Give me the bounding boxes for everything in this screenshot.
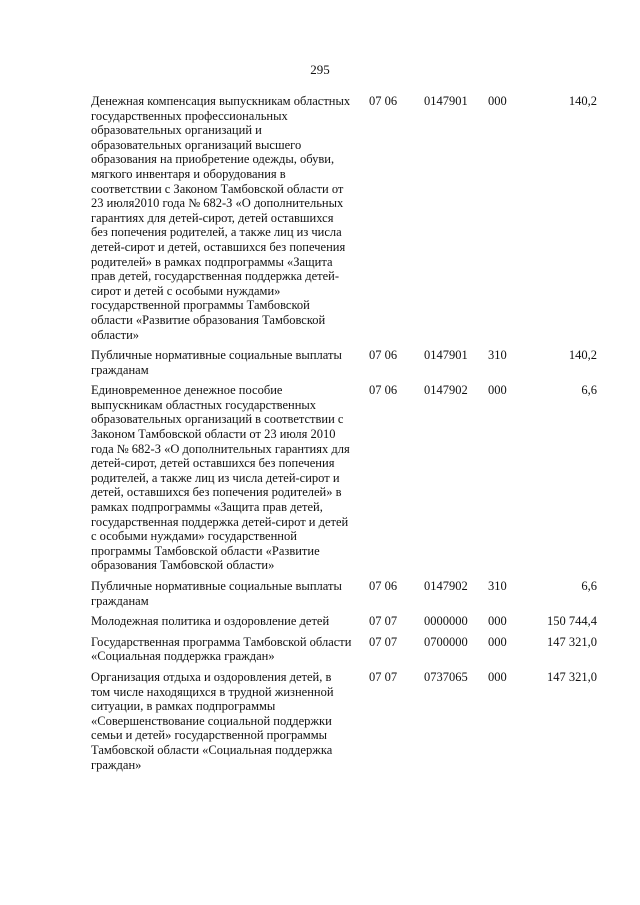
row-name: Денежная компенсация выпускникам областных государственных профессиональных образовательных организаций и образовательных организаций высшего образования на приобретение одежды, обуви, мягкого инвентаря и оборудования в соответствии с Законом Тамбовской области от 23 июля2010 года № 682-З «О дополнительных гарантиях для детей-сирот, детей оставшихся без попечения родителей, а также лиц из числа детей-сирот и детей, оставшихся без попечения родителей» в рамках подпрограммы «Защита прав детей, государственная поддержка детей-сирот и детей с особыми нуждами» государственной программы Тамбовской области «Развитие образования Тамбовской области» [91, 94, 351, 342]
row-section: 07 07 [369, 614, 398, 629]
table-row [91, 383, 611, 579]
table-row [91, 614, 611, 635]
row-amount: 140,2 [568, 348, 597, 363]
row-type: 310 [488, 348, 507, 363]
row-code: 0147901 [424, 94, 468, 108]
row-name: Молодежная политика и оздоровление детей [91, 614, 330, 629]
row-amount: 147 321,0 [547, 634, 597, 649]
row-code: 0147902 [424, 383, 468, 398]
row-amount: 140,2 [568, 94, 597, 108]
row-type: 000 [488, 669, 507, 684]
row-section: 07 07 [369, 634, 398, 649]
row-section: 07 06 [369, 94, 398, 108]
page-number: 295 [310, 62, 330, 77]
table-row [91, 94, 611, 348]
row-amount: 6,6 [581, 579, 597, 593]
table-row [91, 670, 611, 778]
row-name: Публичные нормативные социальные выплаты гражданам [91, 348, 342, 377]
row-type: 000 [488, 383, 507, 398]
row-amount: 6,6 [581, 383, 597, 398]
row-name: Государственная программа Тамбовской области «Социальная поддержка граждан» [91, 634, 352, 664]
table-row [91, 348, 611, 383]
row-section: 07 07 [369, 669, 398, 684]
row-code: 0000000 [424, 614, 468, 629]
row-code: 0737065 [424, 669, 468, 684]
table-row [91, 635, 611, 670]
row-section: 07 06 [369, 383, 398, 398]
row-amount: 147 321,0 [547, 669, 597, 684]
table-row [91, 579, 611, 614]
row-type: 000 [488, 614, 507, 629]
row-section: 07 06 [369, 348, 398, 363]
row-type: 310 [488, 579, 507, 593]
row-code: 0147902 [424, 579, 468, 593]
row-code: 0147901 [424, 348, 468, 363]
row-name: Публичные нормативные социальные выплаты гражданам [91, 579, 342, 608]
row-type: 000 [488, 634, 507, 649]
row-name: Единовременное денежное пособие выпускникам областных государственных образовательных организаций в соответствии с Законом Тамбовской области от 23 июля 2010 года № 682-З «О дополнительных гарантиях для детей-сирот, детей оставшихся без попечения родителей, а также лиц из числа детей-сирот и детей, оставшихся без попечения родителей» в рамках подпрограммы «Защита прав детей, государственная поддержка детей-сирот и детей с особыми нуждами» государственной программы Тамбовской области «Развитие образования Тамбовской области» [91, 383, 350, 573]
row-name: Организация отдыха и оздоровления детей, в том числе находящихся в трудной жизненной ситуации, в рамках подпрограммы «Совершенствование социальной поддержки семьи и детей» государственной программы Тамбовской области «Социальная поддержка граждан» [91, 669, 334, 772]
row-code: 0700000 [424, 634, 468, 649]
row-type: 000 [488, 94, 507, 108]
row-amount: 150 744,4 [547, 614, 597, 629]
row-section: 07 06 [369, 579, 398, 593]
budget-table [91, 94, 611, 778]
